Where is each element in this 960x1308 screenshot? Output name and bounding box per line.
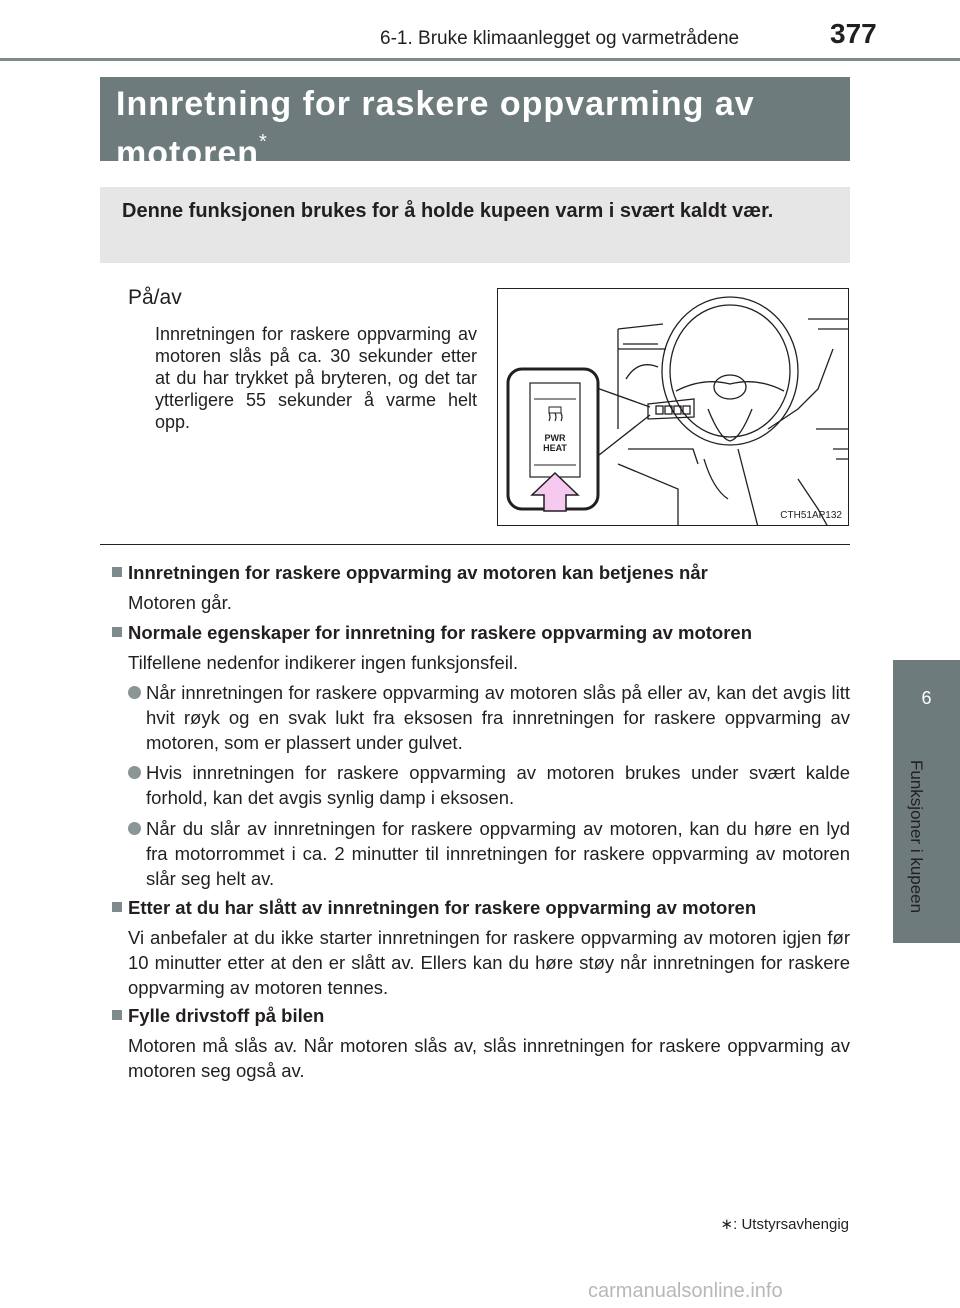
heading-marker <box>112 627 122 637</box>
section-heading: Normale egenskaper for innretning for raskere oppvarming av motoren <box>112 622 852 644</box>
intro-text: Denne funksjonen brukes for å holde kupeen varm i svært kaldt vær. <box>100 187 850 263</box>
title-footnote-mark: * <box>259 131 268 153</box>
on-off-label: På/av <box>128 286 182 309</box>
heading-marker <box>112 567 122 577</box>
on-off-description: Innretningen for raskere oppvarming av motoren slås på ca. 30 sekunder etter at du har trykket på bryteren, og det tar ytterligere 55 sekunder å varme helt opp. <box>155 324 477 432</box>
chapter-label: Funksjoner i kupeen <box>907 760 926 914</box>
bullet-item: Når innretningen for raskere oppvarming av motoren slås på eller av, kan det avgis litt hvit røyk og en svak lukt fra eksosen fra innretningen for raskere oppvarming av motoren, som er plassert under gulvet. <box>146 682 850 753</box>
button-label-top: PWR <box>544 433 566 443</box>
page-title: Innretning for raskere oppvarming av motoren <box>116 85 755 173</box>
section-heading: Etter at du har slått av innretningen for raskere oppvarming av motoren <box>112 897 852 919</box>
page-title-box <box>100 77 850 173</box>
section-divider <box>100 544 850 545</box>
header-section-title: 6-1. Bruke klimaanlegget og varmetrådene <box>380 28 740 49</box>
bullet-item: Når du slår av innretningen for raskere oppvarming av motoren, kan du høre en lyd fra motorrommet i ca. 2 minutter til innretningen for raskere oppvarming av motoren slår seg helt av. <box>146 818 850 889</box>
dashboard-illustration <box>497 288 849 526</box>
watermark: carmanualsonline.info <box>588 1280 783 1302</box>
page-number: 377 <box>830 18 877 49</box>
header-divider <box>0 58 960 61</box>
section-heading: Innretningen for raskere oppvarming av motoren kan betjenes når <box>112 562 852 584</box>
section-text: Vi anbefaler at du ikke starter innretningen for raskere oppvarming av motoren igjen før 10 minutter etter at den er slått av. Ellers kan du høre støy når innretningen for raskere oppvarming av motoren tennes. <box>128 927 850 998</box>
bullet-item: Hvis innretningen for raskere oppvarming av motoren brukes under svært kalde forhold, kan det avgis synlig damp i eksosen. <box>146 762 850 808</box>
dashboard-drawing <box>498 289 849 526</box>
bullet-dot <box>128 686 141 699</box>
section-text: Motoren går. <box>128 592 232 613</box>
button-label-bottom: HEAT <box>543 443 567 453</box>
section-heading: Fylle drivstoff på bilen <box>112 1005 852 1027</box>
chapter-number: 6 <box>921 688 932 708</box>
section-text: Motoren må slås av. Når motoren slås av, slås innretningen for raskere oppvarming av motoren seg også av. <box>128 1035 850 1081</box>
footnote: ∗: Utstyrsavhengig <box>720 1216 849 1233</box>
bullet-dot <box>128 822 141 835</box>
section-text: Tilfellene nedenfor indikerer ingen funksjonsfeil. <box>128 652 519 673</box>
heading-marker <box>112 1010 122 1020</box>
bullet-dot <box>128 766 141 779</box>
heading-marker <box>112 902 122 912</box>
figure-caption: CTH51AP132 <box>780 510 842 521</box>
